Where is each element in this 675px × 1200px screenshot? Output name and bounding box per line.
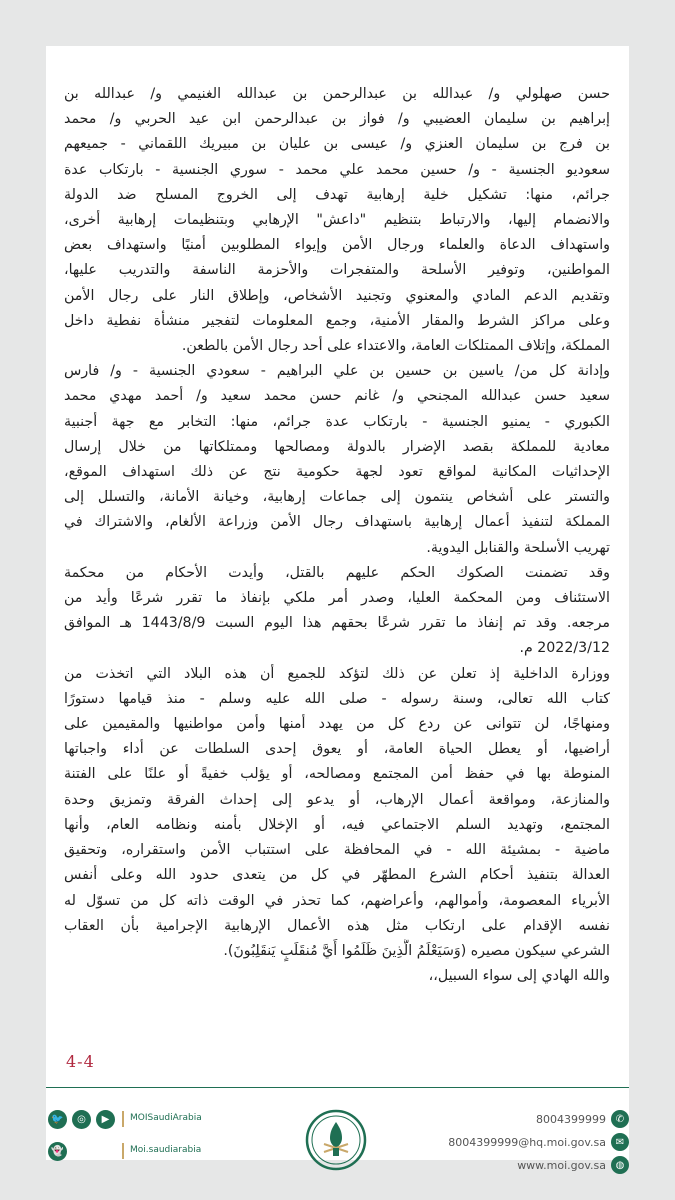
phone-number[interactable]: 8004399999	[536, 1112, 606, 1126]
body-line: ووزارة الداخلية إذ تعلن عن ذلك لتؤكد للجميع أن هذه البلاد التي اتخذت من	[64, 665, 610, 682]
ministry-emblem-icon	[304, 1108, 368, 1172]
body-line: وعلى مراكز الشرط والمقار الأمنية، وجمع المعلومات لتفجير منشأة نفطية داخل	[64, 312, 610, 329]
email-row[interactable]	[448, 1133, 629, 1151]
body-line: كتاب الله تعالى، وسنة رسوله - صلى الله عليه وسلم - منذ قيامها دستورًا	[64, 690, 610, 707]
body-line: أراضيها، أو يعطل الحياة العامة، أو يعوق إحدى السلطات عن أداء واجباتها	[64, 741, 610, 758]
footer	[46, 1100, 629, 1180]
body-line: الأبرياء المعصومة، وأموالهم، وأعراضهم، كما تحذر في الوقت ذاته كل من تسوّل له	[64, 892, 610, 909]
website-link[interactable]: www.moi.gov.sa	[517, 1158, 606, 1172]
body-line: المجتمع، وتهديد السلم الاجتماعي فيه، أو الإخلال بأمنه ونظامه العام، وأنها	[64, 816, 610, 833]
youtube-icon[interactable]: ▶	[96, 1110, 115, 1129]
twitter-icon[interactable]: 🐦	[48, 1110, 67, 1129]
instagram-icon[interactable]: ◎	[72, 1110, 91, 1129]
body-line: وإدانة كل من/ ياسين بن حسين بن علي البراهيم - سعودي الجنسية - و/ فارس	[64, 363, 610, 380]
body-line: مرجعه. وقد تم إنفاذ ما تقرر شرعًا بحقهم هذا اليوم السبت 1443/8/9 هـ الموافق	[64, 615, 610, 632]
phone-icon: ✆	[611, 1110, 629, 1128]
snapchat-icons	[48, 1142, 67, 1161]
snapchat-icon[interactable]: 👻	[48, 1142, 67, 1161]
website-row[interactable]	[517, 1156, 629, 1174]
handle-separator	[122, 1143, 124, 1159]
body-line: جرائم، منها: تشكيل خلية إرهابية تهدف إلى الخروج المسلح ضد الدولة	[64, 186, 610, 203]
body-line: بن فرج بن سليمان العنزي و/ عيسى بن عليان بن مبيريك اللقماني - جميعهم	[64, 136, 610, 153]
social-handle[interactable]: MOISaudiArabia	[130, 1113, 202, 1123]
body-line: 2022/3/12 م.	[519, 640, 610, 657]
body-line: تهريب الأسلحة والقنابل اليدوية.	[426, 539, 610, 556]
social-icons	[48, 1110, 115, 1129]
globe-icon: ◍	[611, 1156, 629, 1174]
body-line: وقد تضمنت الصكوك الحكم عليهم بالقتل، وأيدت الأحكام من محكمة	[64, 564, 610, 581]
phone-row[interactable]	[536, 1110, 629, 1128]
body-line: ومنهاجًا، لن تتوانى عن ردع كل من يهدد أمنها وأمن مواطنيها والمقيمين على	[64, 716, 610, 733]
footer-divider	[46, 1087, 629, 1088]
body-line: والانضمام إليها، والارتباط بتنظيم "داعش" الإرهابي وبتنظيمات إرهابية أخرى،	[64, 212, 610, 229]
body-line: سعوديو الجنسية - و/ حسين محمد علي محمد - سوري الجنسية - بارتكاب عدة	[64, 161, 610, 178]
page-number: 4-4	[66, 1052, 95, 1071]
body-line: المنوطة بها في حفظ أمن المجتمع ومصالحه، أو يؤلب خفيةً أو علنًا على الفتنة	[64, 766, 610, 783]
body-line: الشرعي سيكون مصيره (وَسَيَعْلَمُ الَّذِينَ ظَلَمُوا أَيَّ مُنقَلَبٍ يَنقَلِبُونَ).	[223, 942, 610, 959]
body-line: نفسه الإقدام على ارتكاب مثل هذه الأعمال الإرهابية الإجرامية بأن العقاب	[64, 917, 610, 934]
body-line: المملكة لتنفيذ أعمال إرهابية باستهداف رجال الأمن وزراعة الألغام، والاشتراك في	[64, 514, 610, 531]
body-line: المواطنين، وتوفير الأسلحة والمتفجرات والأحزمة الناسفة والتدريب عليها،	[64, 262, 610, 279]
body-line: العدالة بتنفيذ أحكام الشرع المطهّر في كل من يتعدى حدود الله وعلى أنفس	[64, 867, 610, 884]
email-address[interactable]: 8004399999@hq.moi.gov.sa	[448, 1135, 606, 1149]
body-line: والله الهادي إلى سواء السبيل،،	[428, 968, 610, 985]
handle-separator	[122, 1111, 124, 1127]
snapchat-handle[interactable]: Moi.saudiarabia	[130, 1145, 202, 1155]
body-line: الاستئناف ومن المحكمة العليا، وصدر أمر ملكي بإنفاذ ما تقرر شرعًا وأيد من	[64, 590, 610, 607]
body-line: ماضية - بمشيئة الله - في المحافظة على استتباب الأمن واستقراره، وتحقيق	[64, 842, 610, 859]
body-line: الكبوري - يمنيو الجنسية - بارتكاب عدة جرائم، منها: التخابر مع جهة أجنبية	[64, 413, 610, 430]
body-line: حسن صهلولي و/ عبدالله بن عبدالرحمن بن عبدالله الغنيمي و/ عبدالله بن	[64, 86, 610, 102]
body-line: إبراهيم بن سليمان العضيبي و/ فواز بن عبدالرحمن ابن عيد الحربي و/ محمد	[64, 111, 610, 128]
body-line: سعيد حسن عبدالله المجنحي و/ غانم حسن محمد سعيد و/ أحمد مهدي محمد	[64, 388, 610, 405]
body-line: واستهداف الدعاة والعلماء ورجال الأمن وإيواء المطلوبين أمنيًا واستهداف بعض	[64, 237, 610, 254]
body-line: الإحداثيات المكانية لمواقع تعود لجهة حكومية نتج عن ذلك استهداف الموقع،	[64, 464, 610, 481]
email-icon: ✉	[611, 1133, 629, 1151]
body-line: المملكة، وإتلاف الممتلكات العامة، والاعتداء على أحد رجال الأمن بالطعن.	[181, 338, 610, 355]
body-line: والتستر على أشخاص ينتمون إلى جماعات إرهابية، وخيانة الأمانة، والتسلل إلى	[64, 489, 610, 506]
body-line: والمنازعة، ومواقعة أعمال الإرهاب، أو يدعو إلى إحداث الفرقة وتمزيق وحدة	[64, 791, 610, 808]
body-line: معادية للمملكة بقصد الإضرار بالدولة ومصالحها وممتلكاتها من خلال إرسال	[64, 438, 610, 455]
body-line: وتقديم الدعم المادي والمعنوي وتجنيد الأشخاص، وإطلاق النار على رجال الأمن	[64, 287, 610, 304]
statement-body	[64, 82, 610, 989]
